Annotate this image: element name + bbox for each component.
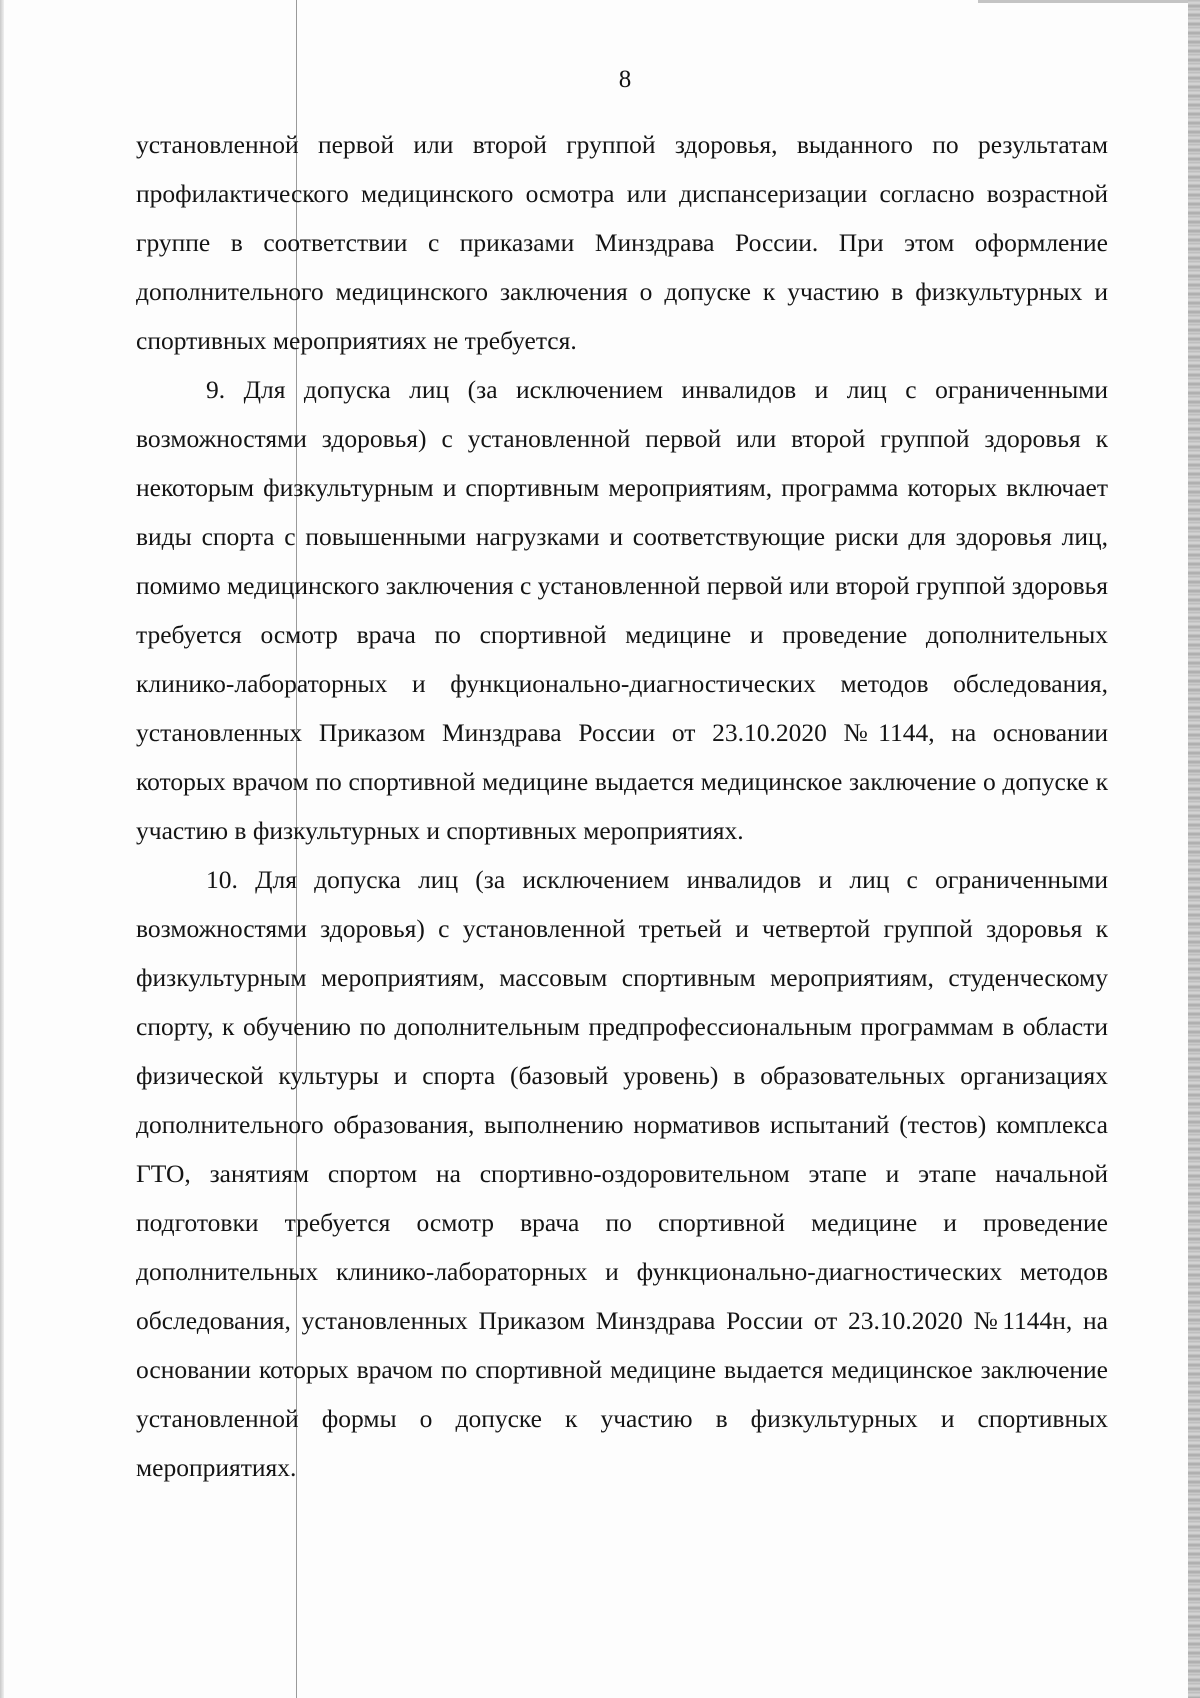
paragraph-continuation: установленной первой или второй группой здоровья, выданного по результатам профилактического медицинского осмотра или диспансеризации согласно возрастной группе в соответствии с приказами Минздрава России. При этом оформление дополнительного медицинского заключения о допуске к участию в физкультурных и спортивных мероприятиях не требуется. (136, 130, 1108, 355)
paragraph-item-10: 10. Для допуска лиц (за исключением инвалидов и лиц с ограниченными возможностями здоровья) с установленной третьей и четвертой группой здоровья к физкультурным мероприятиям, массовым спортивным мероприятиям, студенческому спорту, к обучению по дополнительным предпрофессиональным программам в области физической культуры и спорта (базовый уровень) в образовательных организациях дополнительного образования, выполнению нормативов испытаний (тестов) комплекса ГТО, занятиям спортом на спортивно-оздоровительном этапе и этапе начальной подготовки требуется осмотр врача по спортивной медицине и проведение дополнительных клинико-лабораторных и функционально-диагностических методов обследования, установленных Приказом Минздрава России от 23.10.2020 №1144н, на основании которых врачом по спортивной медицине выдается медицинское заключение установленной формы о допуске к участию в физкультурных и спортивных мероприятиях. (136, 865, 1108, 1482)
scan-edge-left (0, 0, 4, 1698)
scan-edge-right (1188, 0, 1200, 1698)
document-body (136, 120, 1108, 1492)
scan-edge-top (978, 0, 1188, 3)
page-number: 8 (618, 66, 632, 93)
paragraph-item-9: 9. Для допуска лиц (за исключением инвалидов и лиц с ограниченными возможностями здоровья) с установленной первой или второй группой здоровья к некоторым физкультурным и спортивным мероприятиям, программа которых включает виды спорта с повышенными нагрузками и соответствующие риски для здоровья лиц, помимо медицинского заключения с установленной первой или второй группой здоровья требуется осмотр врача по спортивной медицине и проведение дополнительных клинико-лабораторных и функционально-диагностических методов обследования, установленных Приказом Минздрава России от 23.10.2020 №1144, на основании которых врачом по спортивной медицине выдается медицинское заключение о допуске к участию в физкультурных и спортивных мероприятиях. (136, 375, 1108, 845)
